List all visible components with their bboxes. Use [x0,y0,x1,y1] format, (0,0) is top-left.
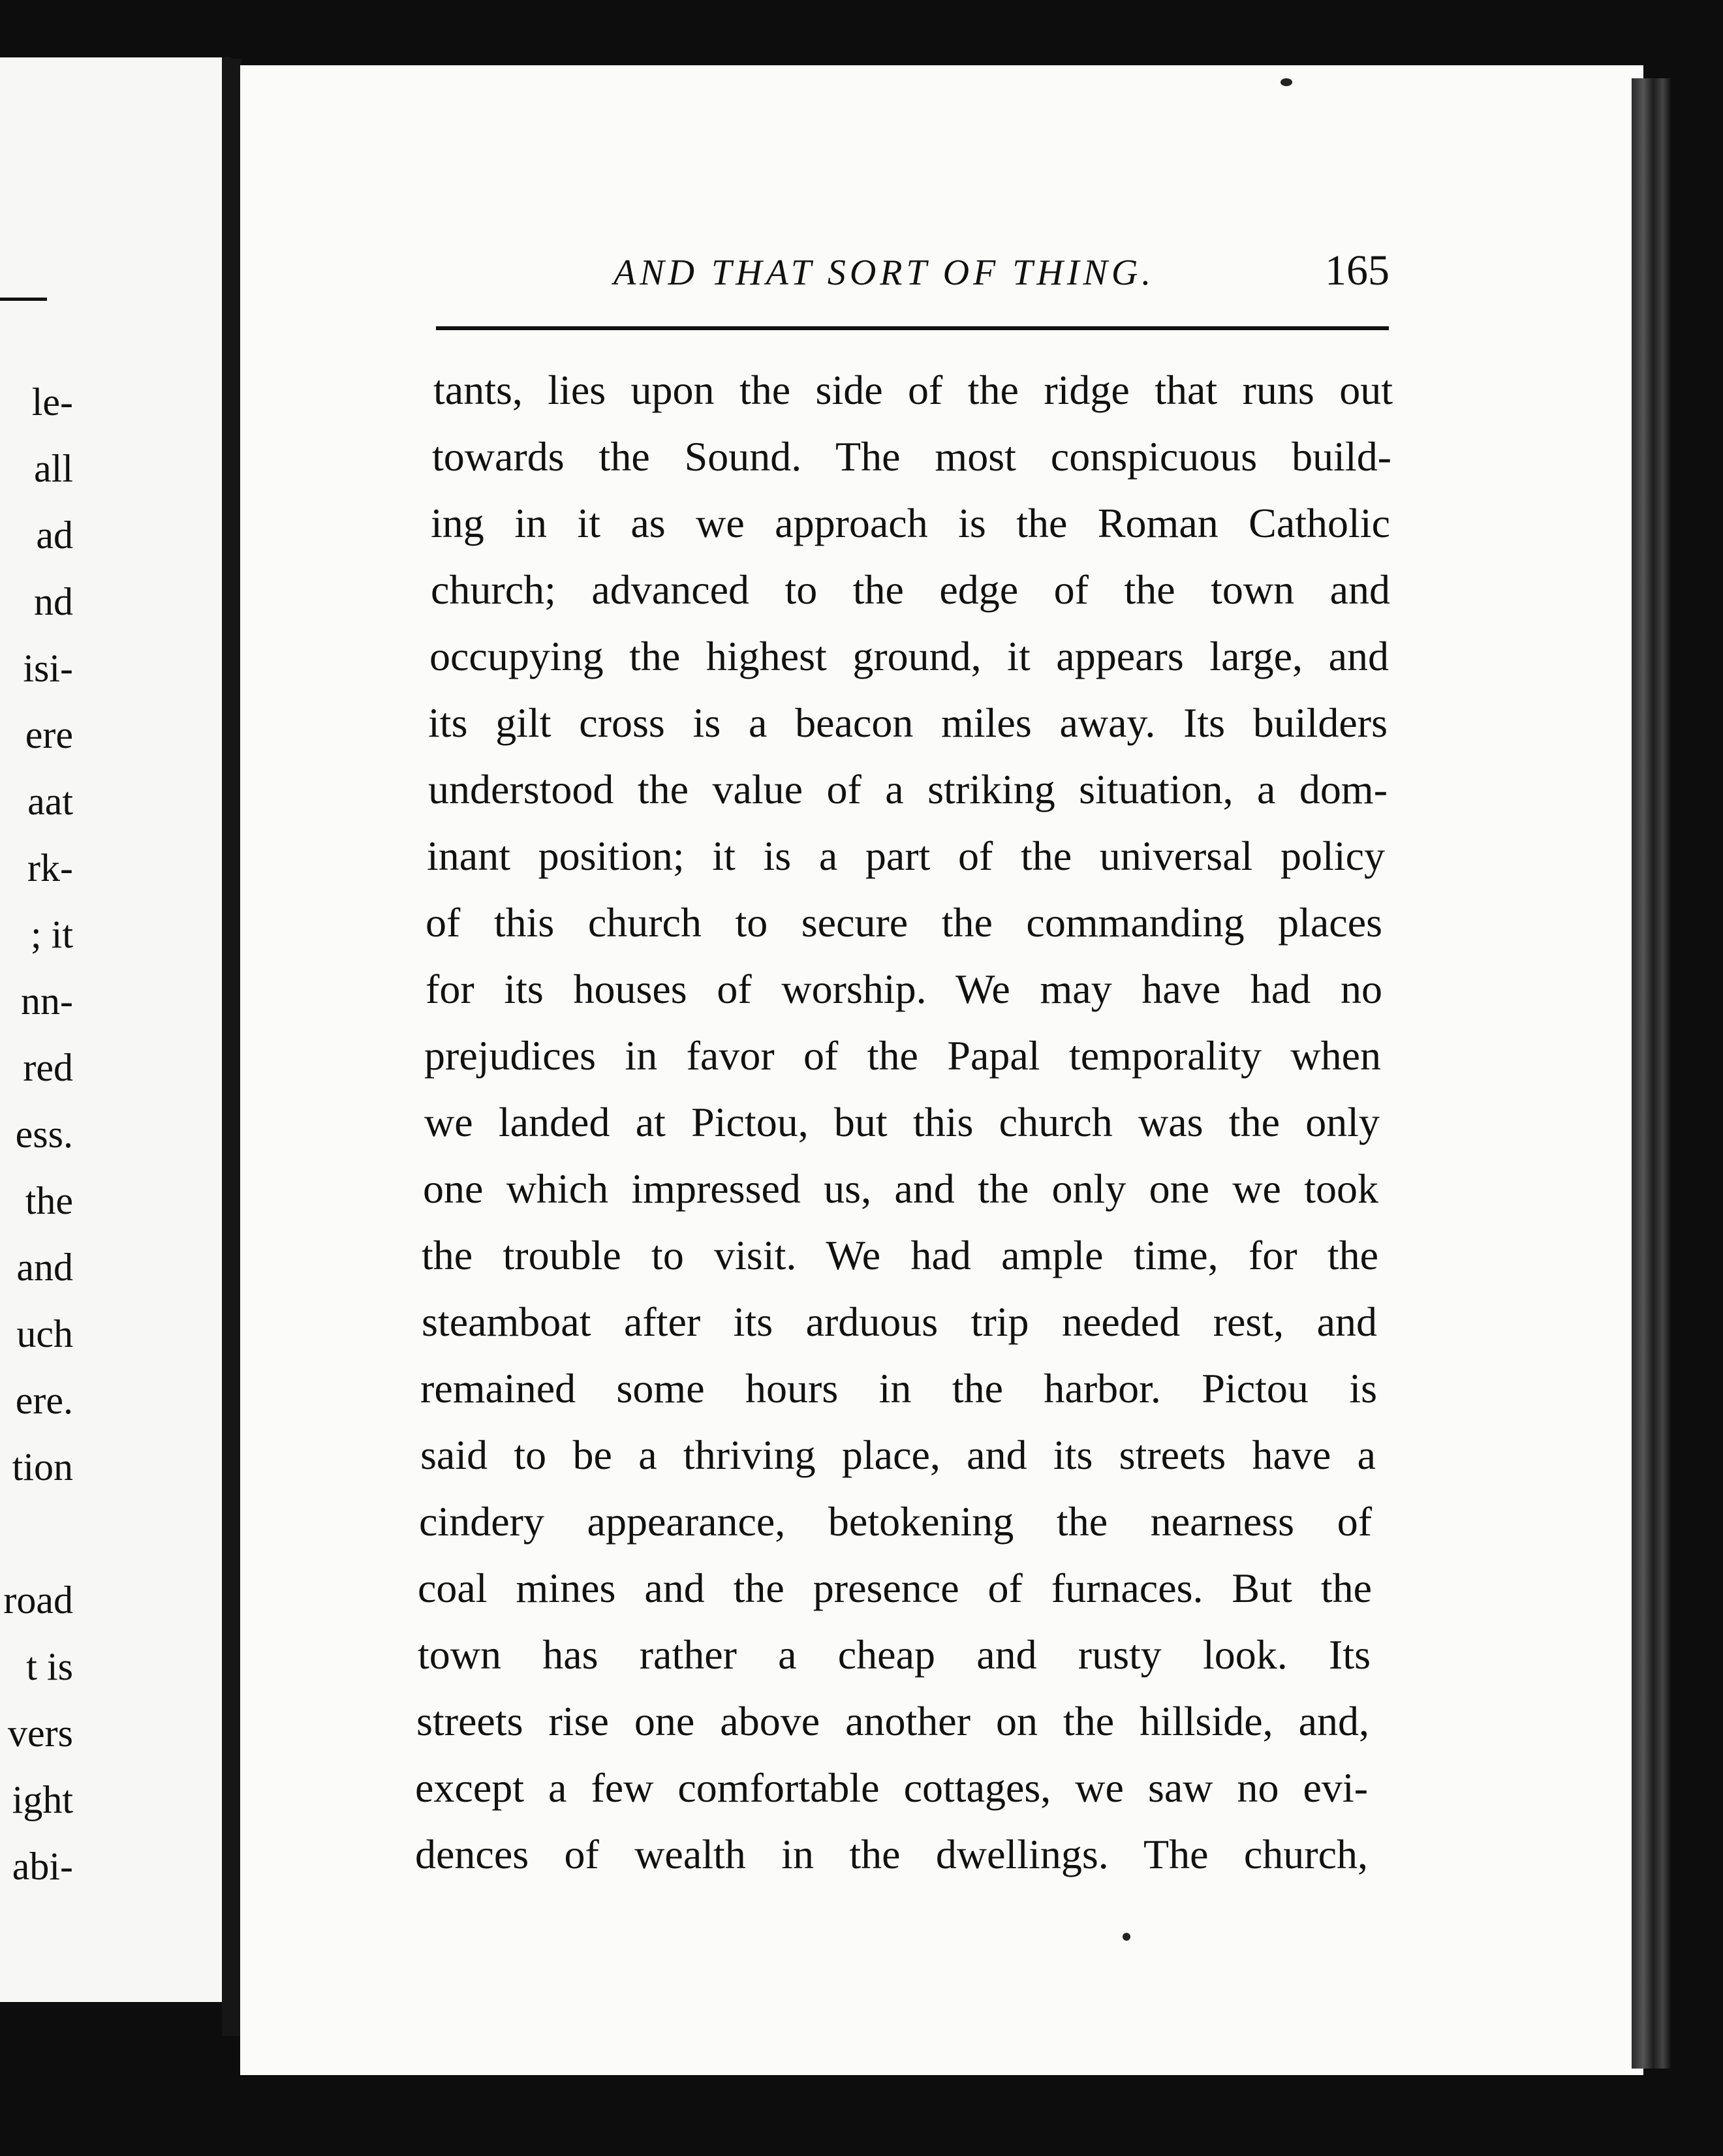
text-line: dences of wealth in the dwellings. The church, [415,1831,1368,1877]
facing-line: ere [25,713,73,756]
text-line: cindery appearance, betokening the nearness of [419,1498,1372,1545]
facing-line: aat [27,780,73,823]
facing-page-rule [0,298,47,301]
facing-line: road [3,1578,73,1622]
facing-line: all [34,447,73,490]
facing-line: ess. [15,1113,73,1156]
page-edge [1632,78,1671,2069]
text-line: coal mines and the presence of furnaces. But the [418,1565,1372,1611]
facing-line: le- [31,380,73,424]
text-line: the trouble to visit. We had ample time, for the [422,1232,1378,1278]
ink-speck [1281,78,1292,86]
text-line: understood the value of a striking situation, a dom- [428,766,1388,812]
text-line: its gilt cross is a beacon miles away. Its builders [428,700,1388,746]
page-number: 165 [1325,247,1389,294]
facing-line: and [16,1246,73,1289]
facing-line: uch [16,1312,73,1355]
facing-line: tion [12,1445,73,1488]
text-line: steamboat after its arduous trip needed rest, and [422,1299,1377,1345]
running-head: AND THAT SORT OF THING. [613,253,1155,293]
facing-line: ere. [15,1379,73,1422]
text-line: said to be a thriving place, and its streets have a [420,1432,1376,1478]
text-line: occupying the highest ground, it appears large, and [429,633,1389,679]
text-line: for its houses of worship. We may have had no [426,966,1382,1012]
facing-line: vers [8,1712,73,1755]
text-line: streets rise one above another on the hillside, and, [416,1698,1369,1744]
facing-line: nd [34,580,73,623]
facing-line: rk- [27,846,73,889]
text-line: remained some hours in the harbor. Pictou is [420,1365,1377,1411]
header-rule [436,326,1389,330]
text-line: inant position; it is a part of the universal policy [427,833,1385,879]
facing-line: red [23,1046,73,1089]
text-line: we landed at Pictou, but this church was the only [424,1099,1380,1145]
ink-speck [1123,1933,1130,1941]
text-line: church; advanced to the edge of the town and [431,566,1390,613]
text-line: town has rather a cheap and rusty look. Its [418,1631,1371,1678]
facing-line: ight [12,1778,73,1821]
text-line: prejudices in favor of the Papal temporality when [424,1032,1381,1079]
text-line: one which impressed us, and the only one we took [423,1165,1378,1212]
text-line: tants, lies upon the side of the ridge that runs out [433,367,1393,413]
facing-line: isi- [23,647,73,690]
facing-line: t is [26,1645,73,1688]
text-line: ing in it as we approach is the Roman Catholic [431,500,1390,546]
facing-line: the [25,1179,73,1222]
text-line: towards the Sound. The most conspicuous build- [432,433,1391,480]
facing-line: ; it [30,913,73,956]
text-line: of this church to secure the commanding places [426,899,1382,946]
text-line: except a few comfortable cottages, we saw no evi- [415,1764,1368,1811]
facing-line: nn- [21,979,73,1023]
book-gutter [222,59,241,2036]
facing-line: ad [36,514,73,557]
facing-page [0,57,231,2002]
facing-line: abi- [12,1845,73,1888]
